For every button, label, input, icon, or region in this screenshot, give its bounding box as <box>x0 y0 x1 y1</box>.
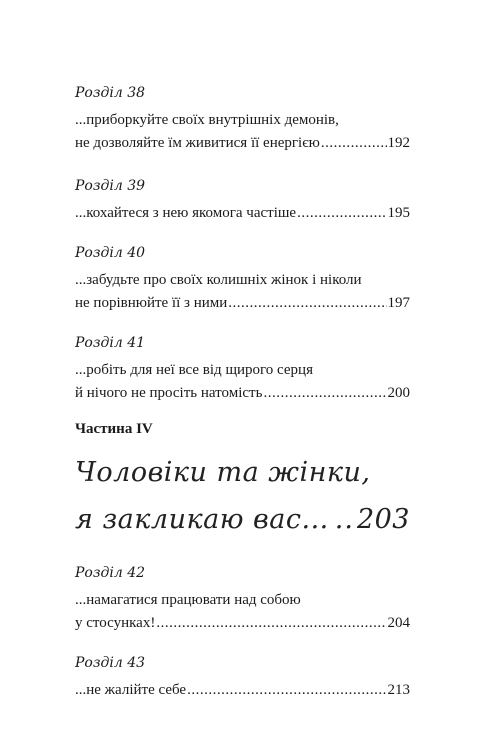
part-title-line: я закликаю вас... <box>75 504 329 535</box>
toc-entry-chapter-38[interactable] <box>75 84 410 152</box>
chapter-title-line: не порівнюйте її з ними <box>75 295 228 311</box>
chapter-title-line-with-page <box>75 134 410 152</box>
page-number: 195 <box>387 205 410 221</box>
chapter-heading: Розділ 42 <box>75 565 146 581</box>
page-number: 200 <box>387 385 410 401</box>
chapter-title-line: ...робіть для неї все від щирого серця <box>75 362 313 378</box>
dot-leader <box>321 134 387 152</box>
chapter-heading: Розділ 38 <box>75 85 146 101</box>
toc-entry-chapter-41[interactable] <box>75 334 410 402</box>
chapter-heading: Розділ 43 <box>75 655 146 671</box>
chapter-title-line: ...забудьте про своїх колишніх жінок і ніколи <box>75 272 362 288</box>
chapter-title-line: у стосунках! <box>75 615 156 631</box>
page-number: 203 <box>356 504 410 535</box>
part-label: Частина IV <box>75 421 153 437</box>
page-number: 213 <box>387 682 410 698</box>
chapter-title-line-with-page <box>75 204 410 222</box>
dot-leader <box>187 681 386 699</box>
chapter-title-line: ...приборкуйте своїх внутрішніх демонів, <box>75 112 339 128</box>
toc-entry-chapter-43[interactable] <box>75 654 410 699</box>
chapter-title-line-with-page <box>75 614 410 632</box>
chapter-heading: Розділ 40 <box>75 245 146 261</box>
part-title-line-with-page[interactable] <box>75 503 410 537</box>
chapter-title-line-with-page <box>75 681 410 699</box>
dot-leader <box>228 294 386 312</box>
chapter-heading: Розділ 39 <box>75 178 146 194</box>
chapter-heading: Розділ 41 <box>75 335 146 351</box>
dot-leader <box>156 614 386 632</box>
toc-entry-chapter-40[interactable] <box>75 244 410 312</box>
chapter-title-line: й нічого не просіть натомість <box>75 385 263 401</box>
chapter-title-line: ...не жалійте себе <box>75 682 187 698</box>
dot-leader <box>335 503 353 537</box>
chapter-title-line-with-page <box>75 294 410 312</box>
page-number: 204 <box>387 615 410 631</box>
page-number: 197 <box>387 295 410 311</box>
toc-entry-chapter-42[interactable] <box>75 564 410 632</box>
dot-leader <box>263 384 386 402</box>
chapter-title-line: ...намагатися працювати над собою <box>75 592 301 608</box>
toc-entry-chapter-39[interactable] <box>75 177 410 222</box>
chapter-title-line: ...кохайтеся з нею якомога частіше <box>75 205 297 221</box>
dot-leader <box>297 204 386 222</box>
page-number: 192 <box>387 135 410 151</box>
part-title-line[interactable]: Чоловіки та жінки, <box>75 457 371 488</box>
chapter-title-line-with-page <box>75 384 410 402</box>
chapter-title-line: не дозволяйте їм живитися її енергією <box>75 135 320 151</box>
